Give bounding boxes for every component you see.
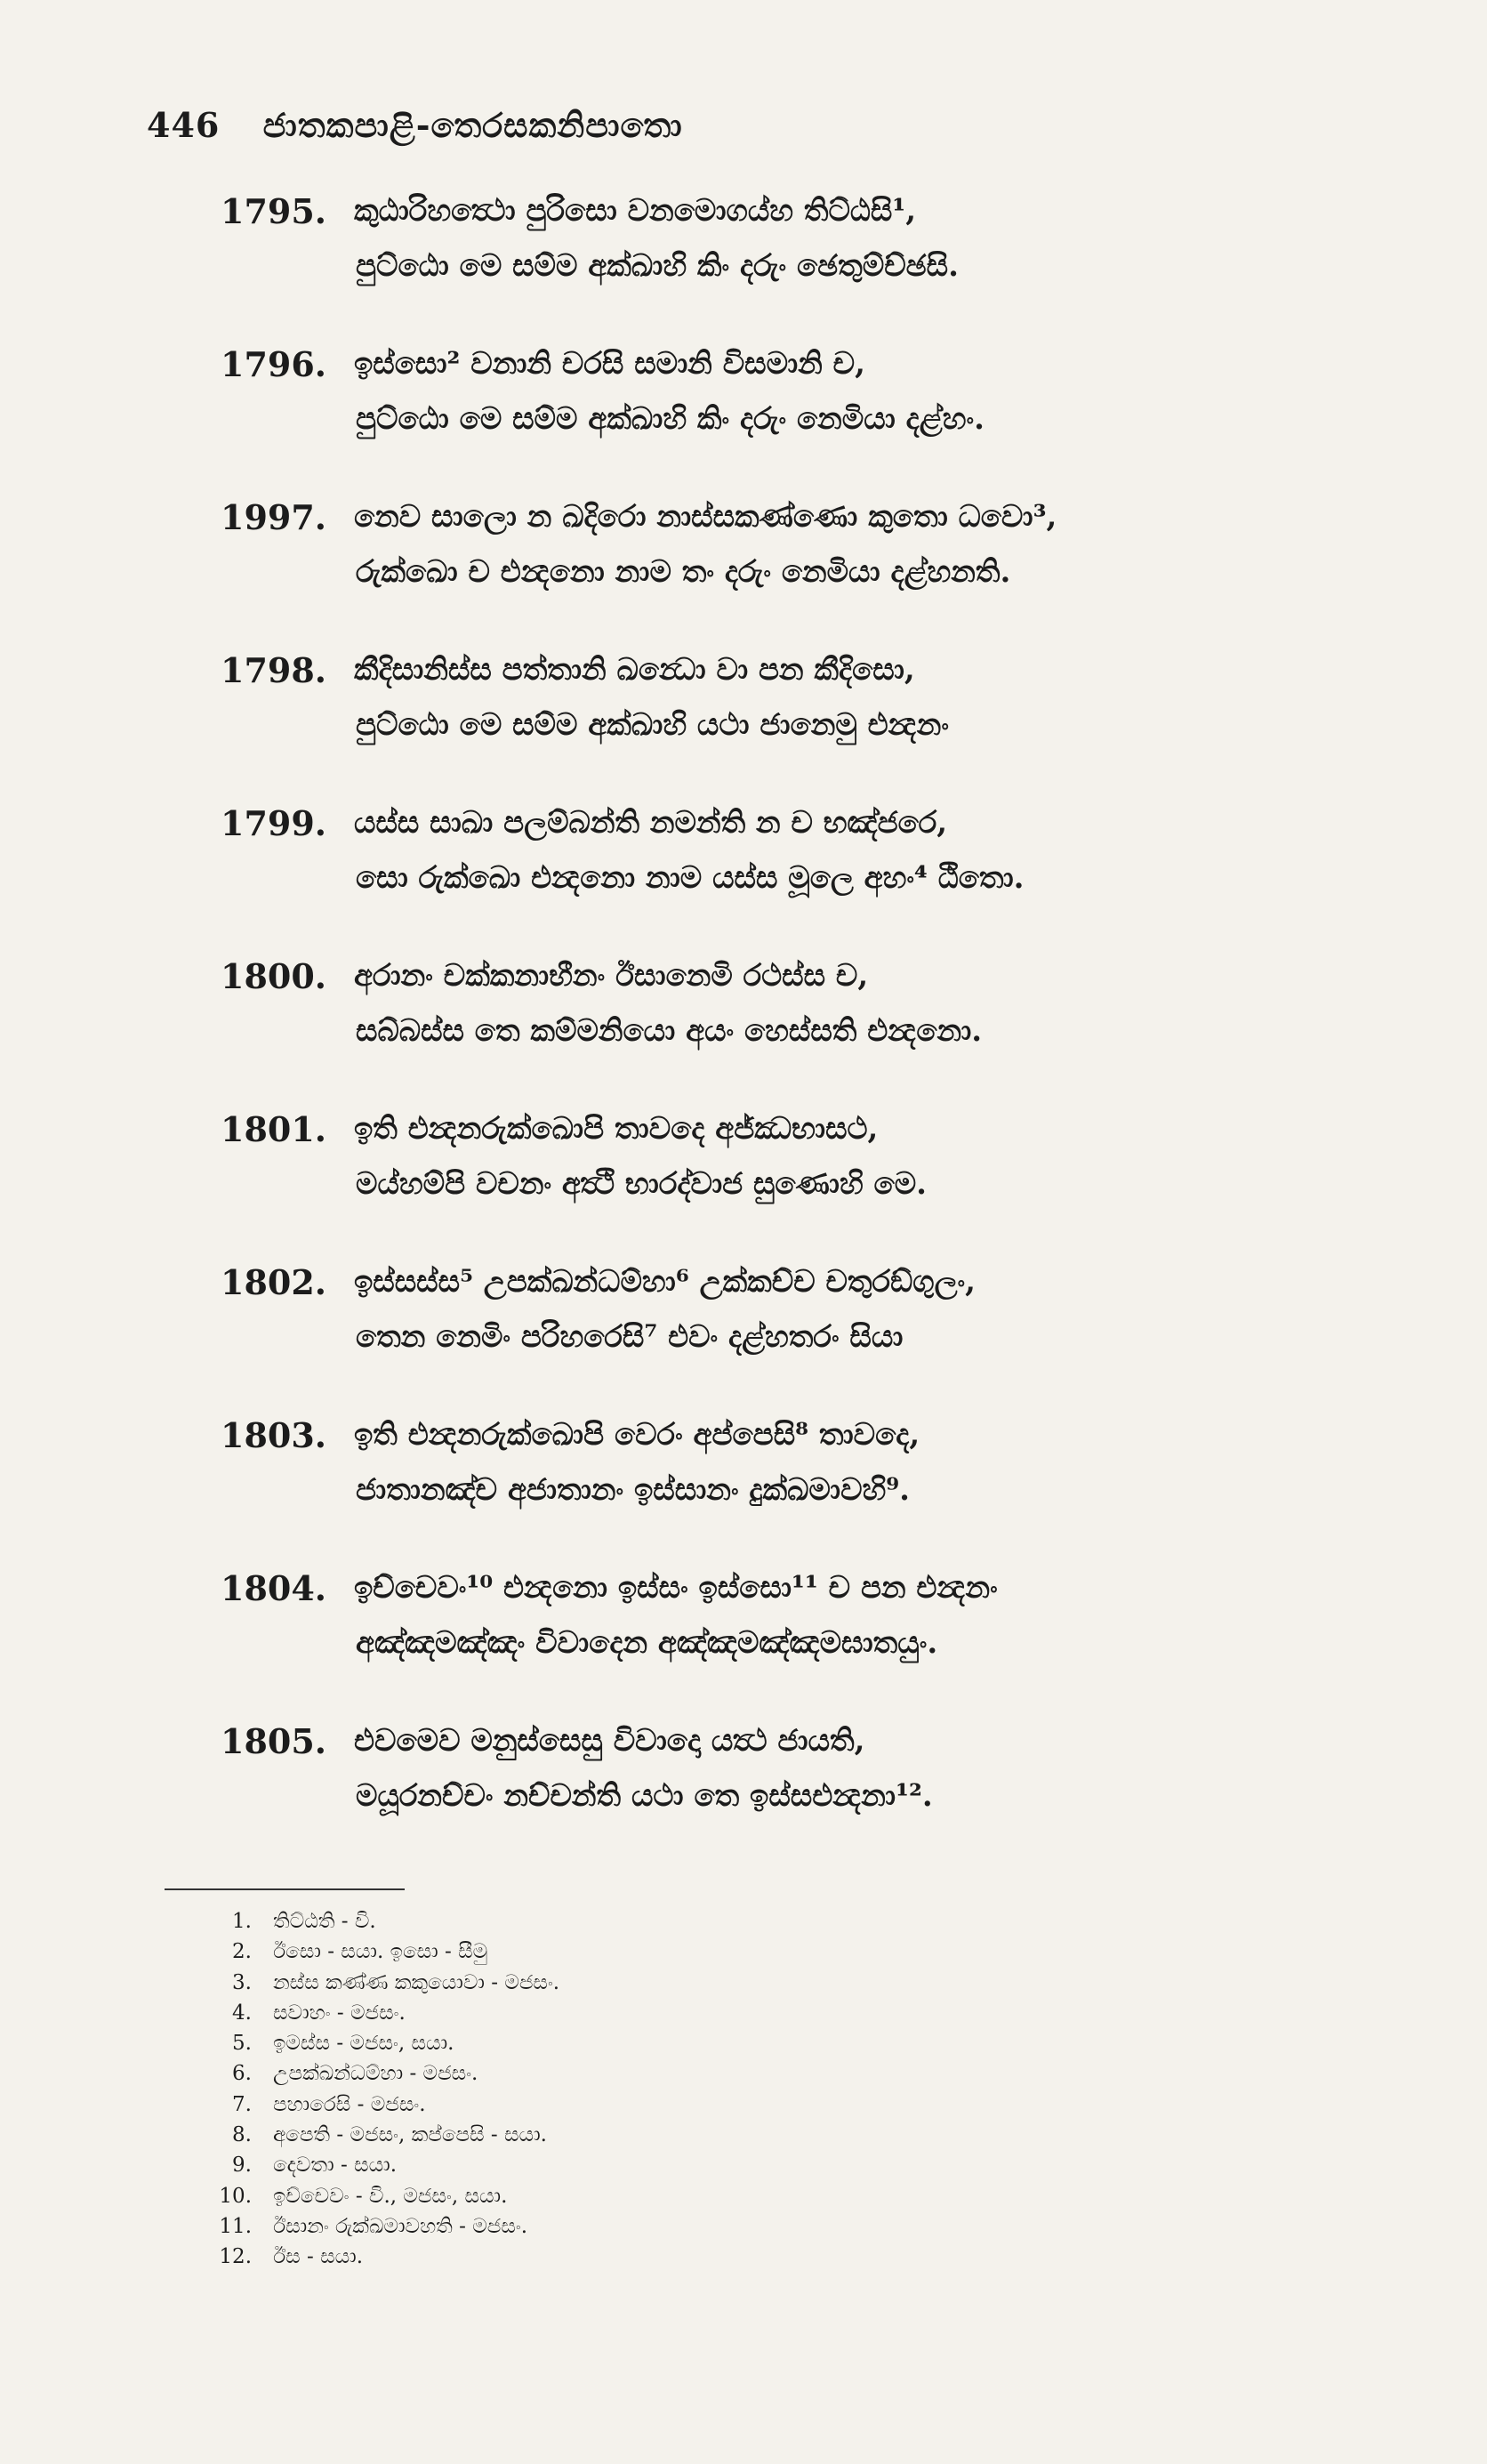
verse <box>221 1568 1359 1721</box>
footnote-text: ඊසො - සයා. ඉසො - සීමු <box>273 1940 488 1964</box>
verse <box>221 497 1359 650</box>
verse-number: 1804. <box>221 1568 326 1608</box>
footnote-text: ඉච්චෙවං - වි., මජසං, සයා. <box>273 2184 508 2208</box>
verse <box>221 956 1359 1109</box>
verse <box>221 650 1359 803</box>
verse <box>221 1262 1359 1415</box>
footnote-text: ඊසානං රුක්ඛමාවහති - මජසං. <box>273 2214 528 2238</box>
verse-line-2: මය්හම්පි වචනං අත්‍ථි භාරද්වාජ සුණොහි මෙ. <box>356 1166 927 1202</box>
verse-line-1: නෙව සාලො න ඛදිරො නාස්සකණ්ණො කුතො ධවො³, <box>354 499 1057 535</box>
verse-line-2: තෙන නෙමිං පරිහරෙසි⁷ එවං දළ්හතරං සියා <box>356 1319 904 1355</box>
footnote-number: 11. <box>219 2214 252 2238</box>
verse-number: 1805. <box>221 1721 326 1761</box>
page-header <box>147 105 683 146</box>
verse-line-1: කුඨාරිහත්‍ථො පුරිසො වනමොගය්‍හ තිට්ඨසි¹, <box>354 193 917 229</box>
footnote <box>209 2032 1009 2062</box>
footnote-text: පහාරෙසි - මජසං. <box>273 2092 426 2116</box>
verse-line-2: ජාතානඤ්ච අජාතානං ඉස්සානං දුක්ඛමාවහි⁹. <box>356 1472 910 1508</box>
verse-line-1: ඉස්සො² වනානි චරසි සමානි විසමානි ච, <box>354 346 865 382</box>
verse-line-1: ඉස්සස්ස⁵ උපක්ඛන්ධම්හා⁶ උක්කච්ච චතුරඞ්ගුලං, <box>354 1264 976 1300</box>
verse-line-1: එවමෙව මනුස්සෙසු විවාදො යත්‍ථ ජායති, <box>354 1723 865 1759</box>
verse-number: 1800. <box>221 956 326 996</box>
verse-line-1: කීදිසානිස්ස පත්තානි ඛන්‍ධො වා පන කීදිසො, <box>354 652 915 688</box>
footnote <box>209 1971 1009 2001</box>
footnote-text: නස්ස කණ්ණ කකුයොවා - මජසං. <box>273 1970 560 1994</box>
verse <box>221 1415 1359 1568</box>
footnote <box>209 2001 1009 2032</box>
footnote <box>209 1910 1009 1940</box>
verse-line-1: ඉති එන්‍දනරුක්‍ඛොපි වෙරං අප්පෙසි⁸ තාවදෙ, <box>354 1417 920 1453</box>
footnote <box>209 2123 1009 2154</box>
verse-number: 1997. <box>221 497 326 537</box>
verse <box>221 803 1359 956</box>
verse-number: 1799. <box>221 803 326 843</box>
verse-line-1: ඉච්චෙවං¹⁰ එන්‍දනො ඉස්සං ඉස්සො¹¹ ච පන එන්‍දනං <box>354 1570 998 1606</box>
verse-list <box>221 191 1359 1874</box>
verse <box>221 1109 1359 1262</box>
verse-line-1: යස්ස සාඛා පලම්බන්ති නමන්ති න ච භඤ්ජරෙ, <box>354 805 948 841</box>
footnote-number: 7. <box>232 2092 252 2116</box>
verse-number: 1803. <box>221 1415 326 1455</box>
footnote-list <box>209 1910 1009 2276</box>
footnote-number: 5. <box>232 2032 252 2056</box>
footnote-text: අපෙති - මජසං, කප්පෙසි - සයා. <box>273 2123 547 2147</box>
footnote-number: 1. <box>232 1910 252 1933</box>
verse-number: 1798. <box>221 650 326 690</box>
footnote <box>209 2185 1009 2215</box>
footnote-text: සවාහං - මජසං. <box>273 2001 406 2025</box>
footnote <box>209 2093 1009 2123</box>
footnote <box>209 2245 1009 2275</box>
verse-line-2: පුට්ඨො මෙ සම්ම අක්‍ඛාහි කිං දරුං ඡෙතුම්ච්ඡසි. <box>356 248 959 284</box>
verse-line-2: සබ්බස්ස තෙ කම්මනියො අයං හෙස්සති එන්‍දනො. <box>356 1013 983 1049</box>
footnote-number: 6. <box>232 2062 252 2086</box>
page-title: ජාතකපාළි-තෙරසකනිපාතො <box>262 105 683 145</box>
footnote <box>209 2062 1009 2092</box>
footnote-number: 12. <box>219 2245 252 2269</box>
verse <box>221 344 1359 497</box>
verse-number: 1796. <box>221 344 326 384</box>
verse-line-2: පුට්ඨො මෙ සම්ම අක්‍ඛාහි යථා ජානෙමු එන්‍දනං <box>356 707 949 743</box>
footnote <box>209 1940 1009 1970</box>
verse-line-1: ඉති එන්‍දනරුක්‍ඛොපි තාවදෙ අජ්ඣභාසථ, <box>354 1111 879 1147</box>
footnote-number: 8. <box>232 2123 252 2147</box>
page-number: 446 <box>147 105 221 145</box>
footnote-number: 3. <box>232 1970 252 1994</box>
footnote-text: උපක්ඛන්ධම්හා - මජසං. <box>273 2062 478 2086</box>
verse-line-2: අඤ්ඤමඤ්ඤං විවාදෙන අඤ්ඤමඤ්ඤමඝාතයුං. <box>356 1625 938 1661</box>
verse <box>221 1721 1359 1874</box>
verse-line-2: පුට්ඨො මෙ සම්ම අක්‍ඛාහි කිං දරුං නෙමියා දළ්හං. <box>356 401 985 437</box>
footnote-text: ඊස - සයා. <box>273 2245 364 2269</box>
footnote <box>209 2154 1009 2184</box>
footnote-number: 4. <box>232 2001 252 2025</box>
footnote-number: 2. <box>232 1940 252 1964</box>
verse-line-2: සො රුක්‍ඛො එන්‍දනො නාම යස්ස මූලෙ අහං⁴ ඨිතො. <box>356 860 1025 896</box>
verse-number: 1802. <box>221 1262 326 1302</box>
footnote-text: ඉමස්ස - මජසං, සයා. <box>273 2032 454 2056</box>
footnote-number: 9. <box>232 2154 252 2178</box>
verse-number: 1795. <box>221 191 326 231</box>
verse <box>221 191 1359 344</box>
footnote-text: දෙවතා - සයා. <box>273 2154 398 2178</box>
footnote <box>209 2215 1009 2245</box>
verse-number: 1801. <box>221 1109 326 1149</box>
footnote-text: තිට්ඨති - වි. <box>273 1910 376 1933</box>
footnote-divider <box>165 1888 405 1890</box>
verse-line-1: අරානං චක්කනාභීනං ඊසානෙමි රථස්ස ච, <box>354 958 869 994</box>
verse-line-2: මයූරනච්චං නච්චන්ති යථා තෙ ඉස්සඑන්‍දනා¹². <box>356 1778 933 1814</box>
footnote-number: 10. <box>219 2184 252 2208</box>
verse-line-2: රුක්‍ඛො ච එන්‍දනො නාම තං දරුං නෙමියා දළ්හනති. <box>356 554 1011 590</box>
